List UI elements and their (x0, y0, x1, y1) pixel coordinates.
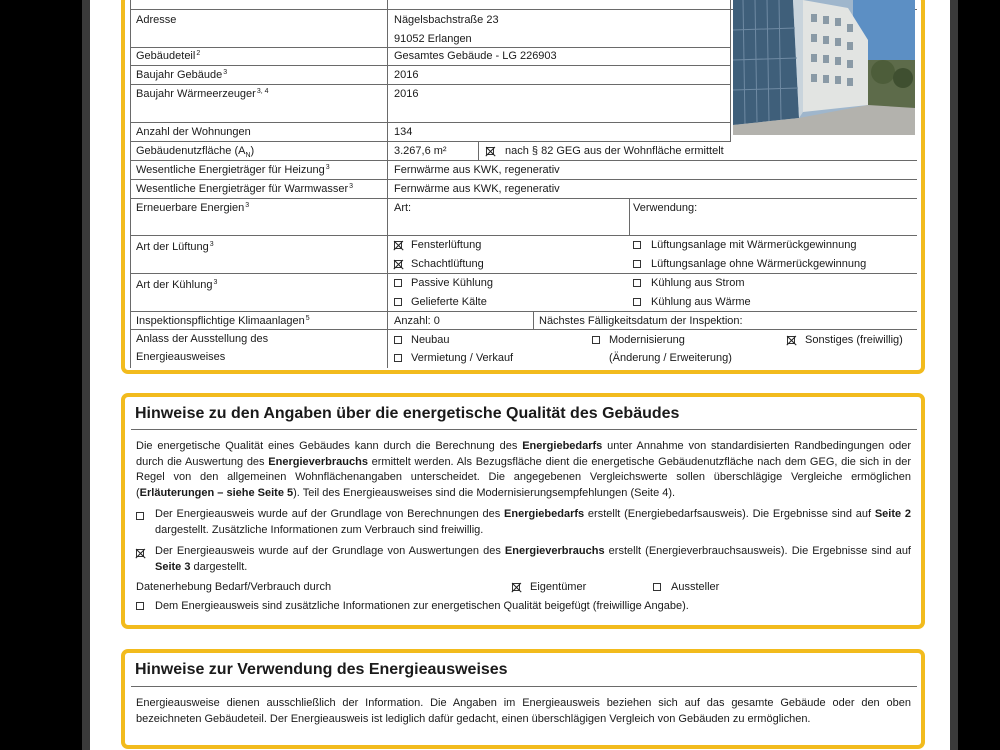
zusatzinfo-label: Dem Energieausweis sind zusätzliche Informationen zur energetischen Qualität beigefügt (freiwillige Angabe). (155, 600, 689, 612)
aussteller-label: Aussteller (671, 581, 720, 593)
label-energietraeger-heizung: Wesentliche Energieträger für Heizung$^3$ (136, 164, 330, 176)
modernisierung-detail: (Änderung / Erweiterung) (609, 352, 732, 364)
label-klimaanlagen: Inspektionspflichtige Klimaanlagen$^5$ (136, 315, 310, 327)
value-energietraeger-heizung: Fernwärme aus KWK, regenerativ (394, 164, 560, 176)
energy-quality-notes-title: Hinweise zu den Angaben über die energetische Qualität des Gebäudes (135, 405, 680, 422)
lueftungsanlage-mit-label: Lüftungsanlage mit Wärmerückgewinnung (651, 239, 857, 251)
lueftungsanlage-ohne-checkbox[interactable] (633, 260, 641, 268)
bedarfsausweis-text: Der Energieausweis wurde auf der Grundlage von Berechnungen des Energiebedarfs erstellt (Energiebedarfsausweis). Die Ergebnisse sind auf Seite 2 dargestellt. Zusätzliche Informationen zum Verbrauch sind freiwillig. (155, 508, 912, 536)
building-photo (733, 0, 915, 135)
label-energietraeger-warmwasser: Wesentliche Energieträger für Warmwasser$^3$ (136, 183, 354, 195)
table-row (130, 274, 917, 312)
section2-divider (131, 429, 917, 430)
fensterlueftung-label: Fensterlüftung (411, 239, 482, 251)
vermietung-label: Vermietung / Verkauf (411, 352, 514, 364)
kuehlung-strom-label: Kühlung aus Strom (651, 277, 745, 289)
label-adresse: Adresse (136, 14, 177, 26)
modernisierung-checkbox[interactable] (592, 336, 600, 344)
vermietung-checkbox[interactable] (394, 354, 402, 362)
page-edge-right (950, 0, 958, 750)
label-art-kuehlung: Art der Kühlung$^3$ (136, 279, 218, 291)
value-city: 91052 Erlangen (394, 33, 472, 45)
lueftungsanlage-ohne-label: Lüftungsanlage ohne Wärmerückgewinnung (651, 258, 867, 270)
label-erneuerbare-energien: Erneuerbare Energien$^3$ (136, 202, 250, 214)
passive-kuehlung-label: Passive Kühlung (411, 277, 493, 289)
klimaanlagen-anzahl: Anzahl: 0 (394, 315, 440, 327)
wohnflaeche-checkbox[interactable] (486, 147, 494, 155)
erneuerbare-verwendung: Verwendung: (633, 202, 698, 214)
neubau-label: Neubau (411, 334, 450, 346)
page-edge-left (82, 0, 90, 750)
label-anlass-line1: Anlass der Ausstellung des (136, 333, 269, 345)
verbrauchsausweis-checkbox[interactable] (136, 549, 144, 557)
zusatzinfo-checkbox[interactable] (136, 602, 144, 610)
usage-notes-title: Hinweise zur Verwendung des Energieausweises (135, 661, 508, 678)
lueftungsanlage-mit-checkbox[interactable] (633, 241, 641, 249)
schachtlueftung-label: Schachtlüftung (411, 258, 484, 270)
modernisierung-label: Modernisierung (609, 334, 685, 346)
value-anzahl-wohnungen: 134 (394, 126, 413, 138)
sonstiges-checkbox[interactable] (787, 336, 795, 344)
value-baujahr-gebaeude: 2016 (394, 69, 419, 81)
label-anlass-line2: Energieausweises (136, 351, 226, 363)
value-gebaeudenutzflaeche: 3.267,6 m² (394, 145, 447, 157)
label-gebaeudeteil: Gebäudeteil$^2$ (136, 50, 201, 62)
fensterlueftung-checkbox[interactable] (394, 241, 402, 249)
eigentuemer-checkbox[interactable] (512, 583, 520, 591)
eigentuemer-label: Eigentümer (530, 581, 587, 593)
value-energietraeger-warmwasser: Fernwärme aus KWK, regenerativ (394, 183, 560, 195)
passive-kuehlung-checkbox[interactable] (394, 279, 402, 287)
value-street: Nägelsbachstraße 23 (394, 14, 499, 26)
label-baujahr-waermeerzeuger: Baujahr Wärmeerzeuger$^{3, 4}$ (136, 88, 269, 100)
wohnflaeche-note: nach § 82 GEG aus der Wohnfläche ermittelt (505, 145, 724, 157)
bedarfsausweis-checkbox[interactable] (136, 512, 144, 520)
label-gebaeudenutzflaeche: Gebäudenutzfläche $(A_N)$ (136, 145, 255, 159)
value-baujahr-waermeerzeuger: 2016 (394, 88, 419, 100)
label-anzahl-wohnungen: Anzahl der Wohnungen (136, 126, 251, 138)
verbrauchsausweis-text: Der Energieausweis wurde auf der Grundlage von Auswertungen des Energieverbrauchs erstellt (Energieverbrauchsausweis). Die Ergebnisse sind auf Seite 3 dargestellt. (155, 545, 911, 573)
neubau-checkbox[interactable] (394, 336, 402, 344)
kuehlung-waerme-checkbox[interactable] (633, 298, 641, 306)
gelieferte-kaelte-label: Gelieferte Kälte (411, 296, 487, 308)
kuehlung-waerme-label: Kühlung aus Wärme (651, 296, 751, 308)
section3-divider (131, 686, 917, 687)
label-baujahr-gebaeude: Baujahr Gebäude$^3$ (136, 69, 228, 81)
usage-notes-text: Energieausweise dienen ausschließlich der Information. Die Angaben im Energieausweis beziehen sich auf das gesamte Gebäude oder den oben bezeichneten Gebäudeteil. Der Energieausweis ist lediglich dafür gedacht, einen überschlägigen Vergleich von Gebäuden zu ermöglichen. (136, 697, 911, 725)
aussteller-checkbox[interactable] (653, 583, 661, 591)
energy-quality-intro: Die energetische Qualität eines Gebäudes kann durch die Berechnung des Energiebedarfs unter Annahme von standardisierten Randbedingungen oder durch die Auswertung des Energieverbrauchs ermittelt werden. Als Bezugsfläche dient die energetische Gebäudenutzfläche nach dem GEG, die sich in der Regel von den allgemeinen Wohnflächenangaben unterscheidet. Die angegebenen Vergleichswerte sollen überschlägige Vergleiche ermöglichen (Erläuterungen – siehe Seite 5). Teil des Energieausweises sind die Modernisierungsempfehlungen (Seite 4). (136, 440, 911, 499)
datenerhebung-label: Datenerhebung Bedarf/Verbrauch durch (136, 581, 332, 593)
inspektion-faelligkeit: Nächstes Fälligkeitsdatum der Inspektion: (539, 315, 743, 327)
kuehlung-strom-checkbox[interactable] (633, 279, 641, 287)
erneuerbare-art: Art: (394, 202, 412, 214)
label-art-lueftung: Art der Lüftung$^3$ (136, 241, 214, 253)
schachtlueftung-checkbox[interactable] (394, 260, 402, 268)
sonstiges-label: Sonstiges (freiwillig) (805, 334, 903, 346)
value-gebaeudeteil: Gesamtes Gebäude - LG 226903 (394, 50, 557, 62)
gelieferte-kaelte-checkbox[interactable] (394, 298, 402, 306)
